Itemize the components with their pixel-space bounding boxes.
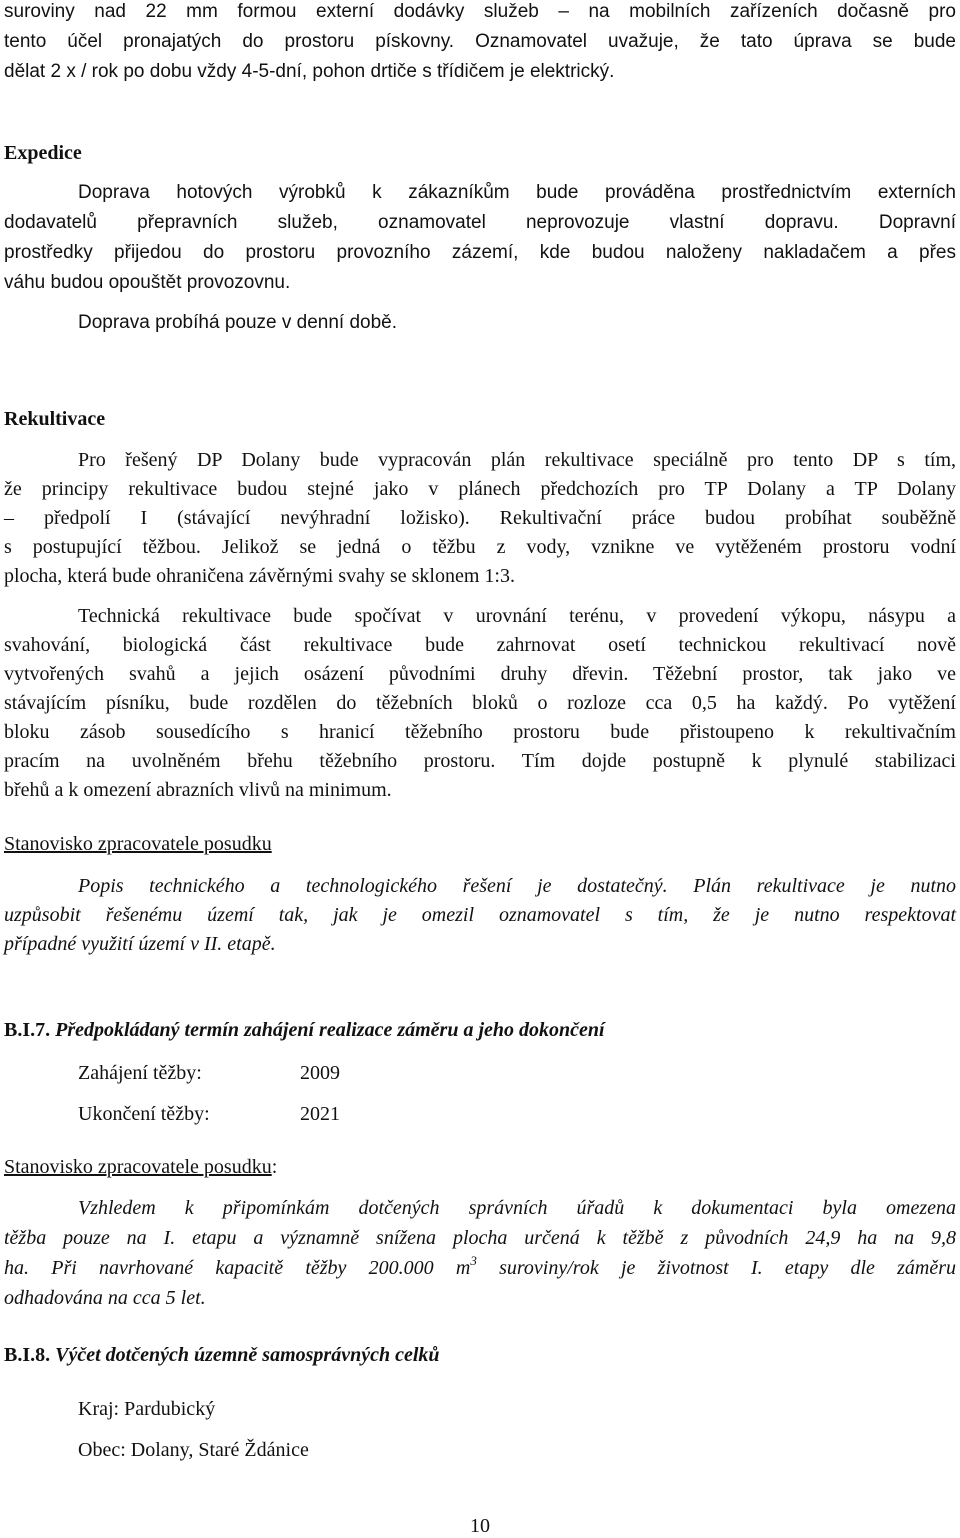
stanovisko-heading: Stanovisko zpracovatele posudku xyxy=(4,833,272,855)
rekultivace-line: – předpolí I (stávající nevýhradní ložisko). Rekultivační práce budou probíhat souběžně xyxy=(4,507,956,529)
expedice-line: váhu budou opouštět provozovnu. xyxy=(4,272,291,293)
section-heading-bi7 xyxy=(4,1020,956,1040)
section-number: B.I.8. xyxy=(4,1344,51,1366)
rekultivace-line: že principy rekultivace budou stejné jako v plánech předchozích pro TP Dolany a TP Dolany xyxy=(4,478,956,500)
rekultivace-line: s postupující těžbou. Jelikož se jedná o těžbu z vody, vznikne ve vytěženém prostoru vodní xyxy=(4,536,956,558)
expedice-line: prostředky přijedou do prostoru provozního zázemí, kde budou naloženy nakladačem a přes xyxy=(4,242,956,263)
section-title: Předpokládaný termín zahájení realizace záměru a jeho dokončení xyxy=(55,1019,605,1041)
end-label: Ukončení těžby: xyxy=(78,1103,210,1125)
intro-line: suroviny nad 22 mm formou externí dodávky služeb – na mobilních zařízeních dočasně pro xyxy=(4,1,956,22)
stanovisko-line xyxy=(4,1253,957,1279)
rekultivace-line: svahování, biologická část rekultivace bude zahrnovat osetí technickou rekultivací nově xyxy=(4,634,956,656)
intro-line: tento účel pronajatých do prostoru pískovny. Oznamovatel uvažuje, že tato úprava se bude xyxy=(4,31,956,52)
rekultivace-line: pracím na uvolněném břehu těžebního prostoru. Tím dojde postupně k plynulé stabilizaci xyxy=(4,750,956,772)
stanovisko-heading-text: Stanovisko zpracovatele posudku xyxy=(4,1156,272,1178)
stanovisko-line: Popis technického a technologického řešení je dostatečný. Plán rekultivace je nutno xyxy=(78,875,956,897)
rekultivace-line: plocha, která bude ohraničena závěrnými svahy se sklonem 1:3. xyxy=(4,565,515,587)
stanovisko-heading xyxy=(4,1157,956,1177)
stanovisko-line: odhadována na cca 5 let. xyxy=(4,1287,206,1309)
stanovisko-line: Vzhledem k připomínkám dotčených správních úřadů k dokumentaci byla omezena xyxy=(78,1197,956,1219)
start-value: 2009 xyxy=(300,1062,340,1084)
expedice-note: Doprava probíhá pouze v denní době. xyxy=(78,312,398,333)
kraj-line: Kraj: Pardubický xyxy=(78,1398,216,1420)
obec-line: Obec: Dolany, Staré Ždánice xyxy=(78,1439,309,1461)
section-number: B.I.7. xyxy=(4,1019,51,1041)
stanovisko-line: uzpůsobit řešenému území tak, jak je omezil oznamovatel s tím, že je nutno respektovat xyxy=(4,904,956,926)
expedice-line: Doprava hotových výrobků k zákazníkům bude prováděna prostřednictvím externích xyxy=(78,182,956,203)
stanovisko-text: ha. Při navrhované kapacitě těžby 200.000 m xyxy=(4,1257,471,1279)
rekultivace-line: Technická rekultivace bude spočívat v urovnání terénu, v provedení výkopu, násypu a xyxy=(78,605,956,627)
section-heading-expedice: Expedice xyxy=(4,142,82,164)
rekultivace-line: bloku zásob sousedícího s hranicí těžebního prostoru bude přistoupeno k rekultivačním xyxy=(4,721,956,743)
expedice-line: dodavatelů přepravních služeb, oznamovatel neprovozuje vlastní dopravu. Dopravní xyxy=(4,212,956,233)
stanovisko-line: případné využití území v II. etapě. xyxy=(4,933,276,955)
intro-line: dělat 2 x / rok po dobu vždy 4-5-dní, pohon drtiče s třídičem je elektrický. xyxy=(4,61,615,82)
section-heading-rekultivace: Rekultivace xyxy=(4,408,106,430)
end-value: 2021 xyxy=(300,1103,340,1125)
stanovisko-heading-colon: : xyxy=(271,1156,278,1178)
section-heading-bi8 xyxy=(4,1345,956,1365)
end-row xyxy=(78,1104,956,1124)
rekultivace-line: vytvořených svahů a jejich osázení původními druhy dřevin. Těžební prostor, tak jako ve xyxy=(4,663,956,685)
stanovisko-line: těžba pouze na I. etapu a významně snížena plocha určená k těžbě z původních 24,9 ha na 9,8 xyxy=(4,1227,956,1249)
rekultivace-line: stávajícím písníku, bude rozdělen do těžebních bloků o rozloze cca 0,5 ha každý. Po vytěžení xyxy=(4,692,956,714)
stanovisko-text: suroviny/rok je životnost I. etapy dle záměru xyxy=(476,1257,957,1279)
start-row xyxy=(78,1063,956,1083)
section-title: Výčet dotčených územně samosprávných celků xyxy=(55,1344,440,1366)
superscript: 3 xyxy=(470,1253,477,1268)
page-number: 10 xyxy=(470,1515,490,1537)
rekultivace-line: Pro řešený DP Dolany bude vypracován plán rekultivace speciálně pro tento DP s tím, xyxy=(78,449,956,471)
rekultivace-line: břehů a k omezení abrazních vlivů na minimum. xyxy=(4,779,392,801)
start-label: Zahájení těžby: xyxy=(78,1062,202,1084)
